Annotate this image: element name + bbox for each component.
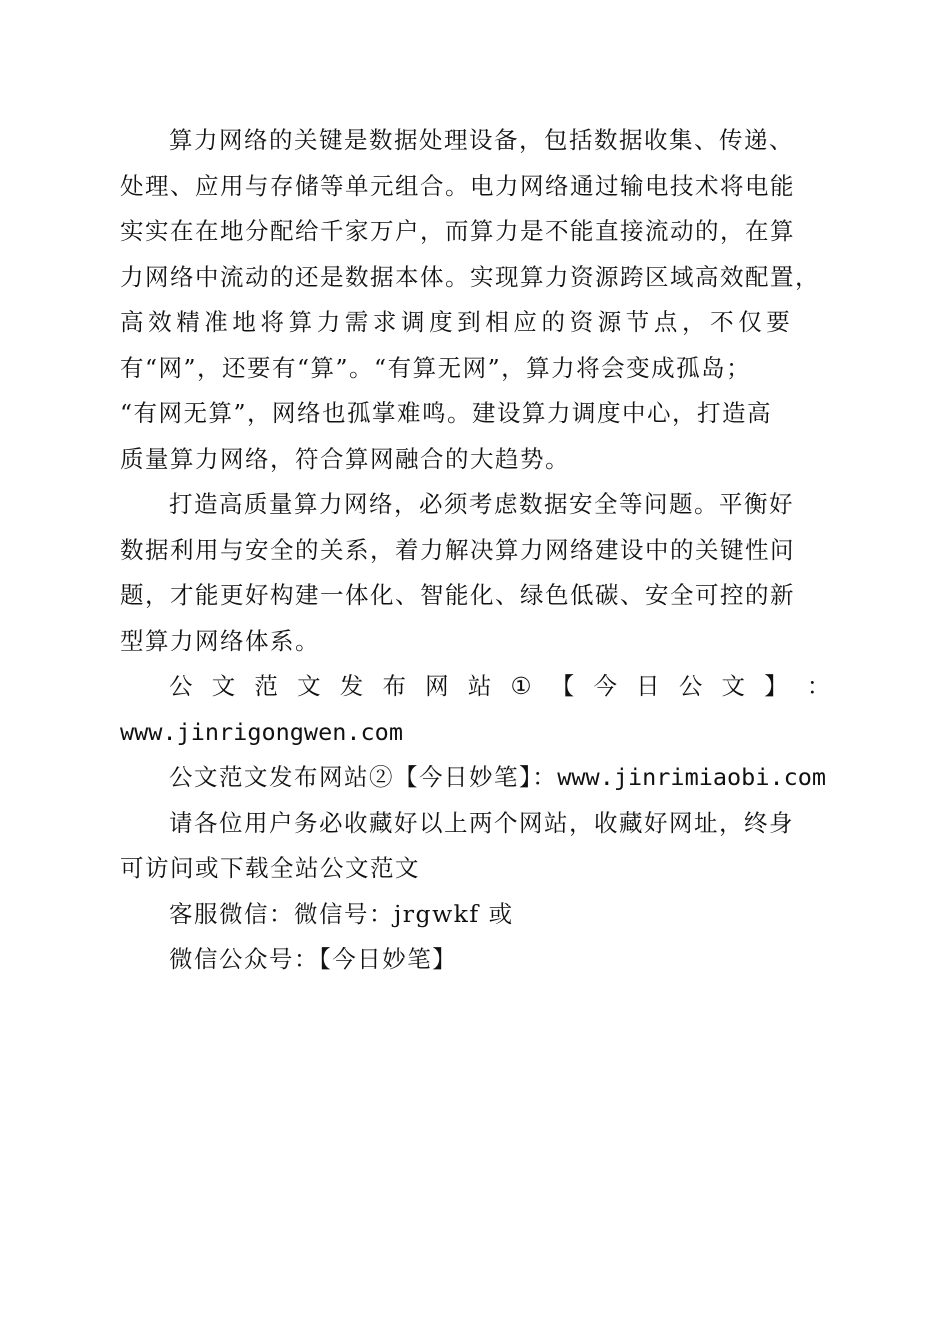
paragraph-line: “有网无算”，网络也孤掌难鸣。建设算力调度中心，打造高 — [120, 399, 773, 427]
paragraph-line: 型算力网络体系。 — [120, 626, 320, 655]
paragraph-line: 打造高质量算力网络，必须考虑数据安全等问题。平衡好 — [169, 490, 794, 518]
paragraph-line: 题，才能更好构建一体化、智能化、绿色低碳、安全可控的新 — [120, 581, 795, 609]
paragraph-line: 实实在在地分配给千家万户，而算力是不能直接流动的，在算 — [120, 217, 795, 245]
site1-label: 公 文 范 文 发 布 网 站 ① 【 今 日 公 文 】 ： — [169, 672, 832, 700]
paragraph-line: 力网络中流动的还是数据本体。实现算力资源跨区域高效配置， — [120, 262, 820, 291]
paragraph-line: 处理、应用与存储等单元组合。电力网络通过输电技术将电能 — [120, 171, 795, 200]
site2-url[interactable]: www.jinrimiaobi.com — [557, 763, 827, 791]
paragraph-line: 高效精准地将算力需求调度到相应的资源节点，不仅要 — [120, 308, 795, 336]
paragraph-line: 质量算力网络，符合算网融合的大趋势。 — [120, 444, 570, 473]
site2-line — [120, 755, 832, 801]
notice-line: 可访问或下载全站公文范文 — [120, 854, 420, 882]
paragraph-1 — [120, 118, 832, 482]
site1-url[interactable]: www.jinrigongwen.com — [120, 717, 403, 746]
paragraph-2 — [120, 482, 832, 664]
wechat-public: 微信公众号：【今日妙笔】 — [169, 945, 458, 973]
site2-label: 公文范文发布网站②【今日妙笔】： — [169, 763, 558, 791]
paragraph-line: 有“网”，还要有“算”。“有算无网”，算力将会变成孤岛； — [120, 353, 752, 382]
wechat-service: 客服微信：微信号：jrgwkf 或 — [169, 899, 514, 928]
notice-line: 请各位用户务必收藏好以上两个网站，收藏好网址，终身 — [169, 808, 794, 837]
footer-info — [120, 664, 832, 983]
paragraph-line: 算力网络的关键是数据处理设备，包括数据收集、传递、 — [169, 126, 794, 154]
paragraph-line: 数据利用与安全的关系，着力解决算力网络建设中的关键性问 — [120, 535, 795, 564]
document-body — [120, 118, 832, 983]
